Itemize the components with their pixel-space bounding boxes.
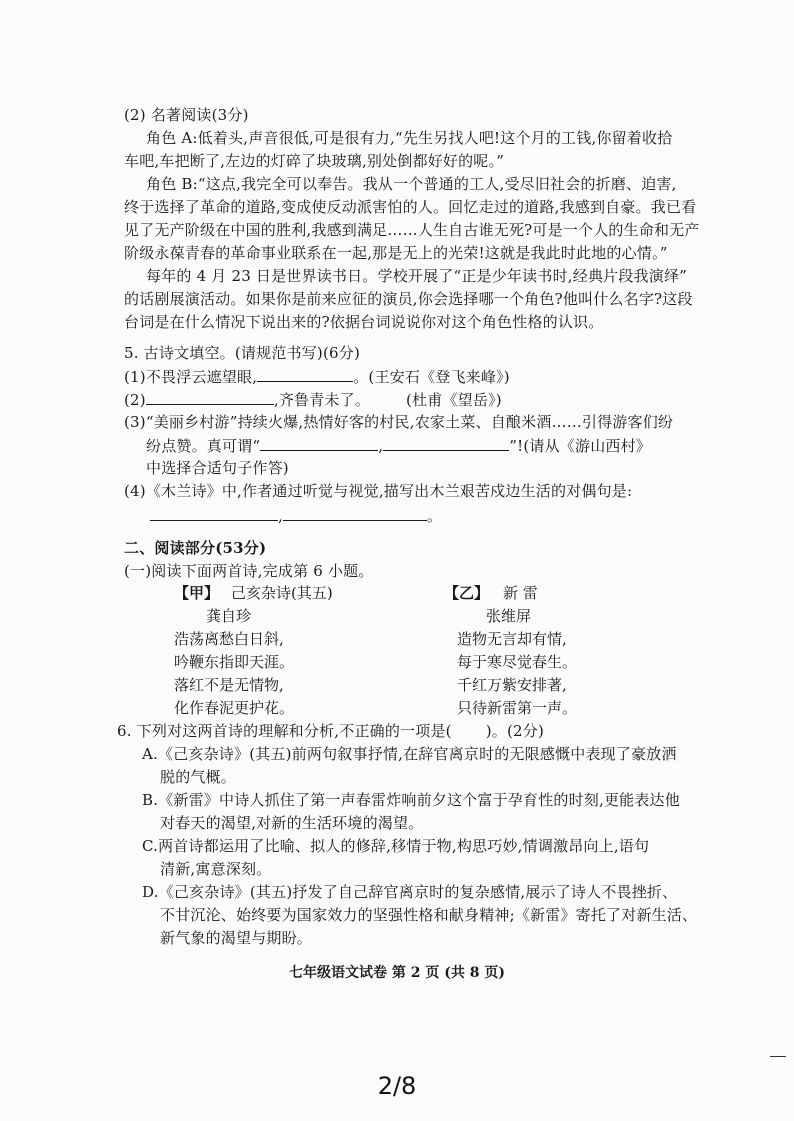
q5-item-4-blank-2[interactable]: [283, 504, 427, 521]
q5-item-1: [124, 365, 510, 388]
poem-b-line-2: 每于寒尽觉春生。: [457, 653, 578, 671]
classic-reading-heading: (2) 名著阅读(3分): [124, 106, 249, 124]
role-a-line-1: 角色 A:低着头,声音很低,可是很有力,“先生另找人吧!这个月的工钱,你留着收拾: [146, 129, 673, 147]
poem-b-author: 张维屏: [486, 607, 532, 625]
q5-item-4-period: 。: [426, 507, 443, 525]
page-footer: 七年级语文试卷 第 2 页 (共 8 页): [289, 965, 505, 981]
role-b-line-4: 阶级永葆青春的革命事业联系在一起,那是无上的光荣!这就是我此时此地的心情。”: [124, 244, 668, 262]
q6-option-b-line-1: B.《新雷》中诗人抓住了第一声春雷炸响前夕这个富于孕育性的时刻,更能表达他: [142, 791, 680, 809]
role-b-line-1: 角色 B:“这点,我完全可以奉告。我从一个普通的工人,受尽旧社会的折磨、迫害,: [146, 175, 677, 193]
poem-a-line-1: 浩荡离愁白日斜,: [174, 630, 284, 648]
q5-item-4-blank-1[interactable]: [150, 504, 278, 521]
q5-item-2-source: (杜甫《望岳》): [406, 391, 502, 409]
role-a-line-2: 车吧,车把断了,左边的灯碎了块玻璃,别处倒都好好的呢。”: [124, 152, 505, 170]
q5-item-2: [124, 388, 502, 411]
role-b-line-3: 见了无产阶级在中国的胜利,我感到满足……人生自古谁无死?可是一个人的生命和无产: [124, 221, 700, 239]
q5-item-3-comma: ,: [378, 437, 384, 455]
q5-item-1-prefix: (1)不畏浮云遮望眼,: [124, 368, 258, 386]
q5-item-4-comma: ,: [278, 507, 283, 525]
q6-option-a-line-1: A.《己亥杂诗》(其五)前两句叙事抒情,在辞官离京时的无限感慨中表现了豪放洒: [142, 745, 677, 763]
poem-b-title: 新 雷: [503, 584, 538, 602]
poem-b-line-1: 造物无言却有情,: [457, 630, 567, 648]
q6-option-c-line-1: C.两首诗都运用了比喻、拟人的修辞,移情于物,构思巧妙,情调激昂向上,语句: [142, 837, 650, 855]
poem-b-tag: 【乙】: [444, 584, 490, 602]
section-2-heading: 二、阅读部分(53分): [124, 539, 267, 557]
poem-b-line-4: 只待新雷第一声。: [457, 699, 578, 717]
poem-b-header: [444, 582, 538, 604]
prompt-line-3: 台词是在什么情况下说出来的?依据台词说说你对这个角色性格的认识。: [124, 313, 604, 331]
q5-item-3-blank-1[interactable]: [260, 434, 378, 451]
poem-a-tag: 【甲】: [174, 584, 220, 602]
q6-option-a-line-2: 脱的气概。: [160, 768, 237, 786]
q5-item-3-prefix: 纷点赞。真可谓“: [146, 437, 261, 455]
page-indicator: 2/8: [377, 1072, 417, 1100]
prompt-line-2: 的话剧展演活动。如果你是前来应征的演员,你会选择哪一个角色?他叫什么名字?这段: [124, 290, 693, 308]
poem-a-line-2: 吟鞭东指即天涯。: [174, 653, 295, 671]
q5-item-1-blank[interactable]: [257, 365, 353, 382]
q5-item-3-line-2: [146, 434, 651, 457]
poem-b-line-3: 千红万紫安排著,: [457, 676, 567, 694]
q5-heading: 5. 古诗文填空。(请规范书写)(6分): [124, 344, 361, 362]
q5-item-4-line-2: [150, 504, 442, 527]
q5-item-2-prefix: (2): [124, 391, 146, 409]
scan-edge-mark: [770, 1056, 786, 1057]
q5-item-4-line-1: (4)《木兰诗》中,作者通过听觉与视觉,描写出木兰艰苦戍边生活的对偶句是:: [124, 482, 633, 500]
poem-a-line-3: 落红不是无情物,: [174, 676, 284, 694]
poem-a-author: 龚自珍: [206, 607, 252, 625]
q6-option-c-line-2: 清新,寓意深刻。: [160, 860, 272, 878]
q5-item-3-blank-2[interactable]: [383, 434, 509, 451]
q6-option-d-line-2: 不甘沉沦、始终要为国家效力的坚强性格和献身精神;《新雷》寄托了对新生活、: [160, 906, 698, 924]
q6-stem-suffix: )。(2分): [485, 722, 545, 740]
section-2-sub-1: (一)阅读下面两首诗,完成第 6 小题。: [124, 562, 374, 580]
poem-a-title: 己亥杂诗(其五): [231, 584, 333, 602]
q5-item-3-line-1: (3)“美丽乡村游”持续火爆,热情好客的村民,农家土菜、自酿米酒……引得游客们纷: [124, 413, 674, 431]
q5-item-2-middle: ,齐鲁青未了。: [273, 391, 371, 409]
poem-a-line-4: 化作春泥更护花。: [174, 699, 295, 717]
q5-item-3-line-3: 中选择合适句子作答): [146, 459, 289, 477]
q5-item-2-blank[interactable]: [146, 388, 274, 405]
q6-stem: [117, 720, 544, 742]
prompt-line-1: 每年的 4 月 23 日是世界读书日。学校开展了“正是少年读书时,经典片段我演绎”: [146, 267, 688, 285]
q5-item-3-suffix: ”!(请从《游山西村》: [509, 437, 651, 455]
poem-a-header: [174, 582, 333, 604]
q6-option-d-line-3: 新气象的渴望与期盼。: [160, 929, 313, 947]
q6-option-d-line-1: D.《己亥杂诗》(其五)抒发了自己辞官离京时的复杂感情,展示了诗人不畏挫折、: [142, 883, 678, 901]
q5-item-1-suffix: 。(王安石《登飞来峰》): [353, 368, 510, 386]
q6-stem-prefix: 6. 下列对这两首诗的理解和分析,不正确的一项是(: [117, 722, 452, 740]
role-b-line-2: 终于选择了革命的道路,变成使反动派害怕的人。回忆走过的道路,我感到自豪。我已看: [124, 198, 697, 216]
q6-option-b-line-2: 对春天的渴望,对新的生活环境的渴望。: [160, 814, 424, 832]
